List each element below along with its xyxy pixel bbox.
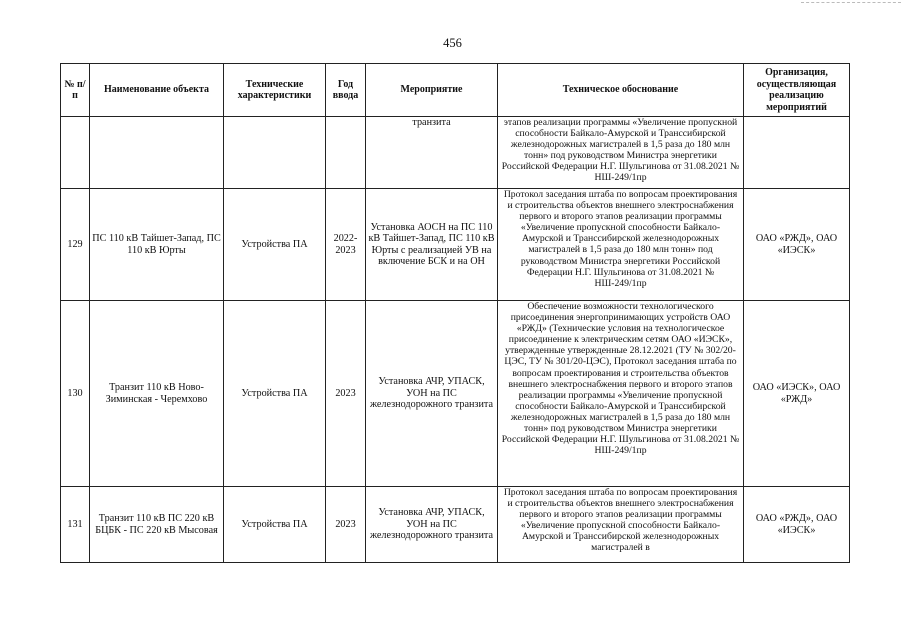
cell-characteristics: Устройства ПА	[224, 487, 326, 563]
cell-characteristics: Устройства ПА	[224, 189, 326, 301]
cell-justification: этапов реализации программы «Увеличение пропускной способности Байкало-Амурской и Транссибирской железнодорожных магистралей в 1,5 раза до 180 млн тонн» под руководством Министра энергетики Российской Федерации Н.Г. Шульгинова от 31.08.2021 № НШ-249/1пр	[498, 117, 744, 189]
page-number: 456	[443, 36, 462, 50]
cell-measure: Установка АЧР, УПАСК, УОН на ПС железнодорожного транзита	[366, 301, 498, 487]
cell-object-name: Транзит 110 кВ Ново-Зиминская - Черемхово	[90, 301, 224, 487]
table-row	[61, 301, 850, 487]
cell-measure: Установка АОСН на ПС 110 кВ Тайшет-Запад, ПС 110 кВ Юрты с реализацией УВ на включение БСК и на ОН	[366, 189, 498, 301]
measures-table	[60, 63, 850, 563]
cell-object-name: Транзит 110 кВ ПС 220 кВ БЦБК - ПС 220 кВ Мысовая	[90, 487, 224, 563]
cell-characteristics	[224, 117, 326, 189]
cell-year: 2023	[326, 487, 366, 563]
cell-justification: Обеспечение возможности технологического присоединения энергопринимающих устройств ОАО «РЖД» (Технические условия на технологическое присоединение к электрическим сетям ОАО «ИЭСК», утвержденные утвержденные 28.12.2021 (ТУ № 302/20-ЦЭС, ТУ № 301/20-ЦЭС), Протокол заседания штаба по вопросам проектирования и строительства объектов внешнего электроснабжения первого и второго этапов реализации программы «Увеличение пропускной способности Байкало-Амурской и Транссибирской железнодорожных магистралей в 1,5 раза до 180 млн тонн» под руководством Министра энергетики Российской Федерации Н.Г. Шульгинова от 31.08.2021 № НШ-249/1пр	[498, 301, 744, 487]
header-measure: Мероприятие	[366, 64, 498, 117]
cell-measure: транзита	[366, 117, 498, 189]
cell-number: 129	[61, 189, 90, 301]
header-justification: Техническое обоснование	[498, 64, 744, 117]
header-year: Год ввода	[326, 64, 366, 117]
header-number: № п/п	[61, 64, 90, 117]
cell-justification: Протокол заседания штаба по вопросам проектирования и строительства объектов внешнего электроснабжения первого и второго этапов реализации программы «Увеличение пропускной способности Байкало-Амурской и Транссибирской железнодорожных магистралей в	[498, 487, 744, 563]
cell-year: 2022-2023	[326, 189, 366, 301]
cell-organization: ОАО «РЖД», ОАО «ИЭСК»	[744, 189, 850, 301]
cell-organization: ОАО «РЖД», ОАО «ИЭСК»	[744, 487, 850, 563]
cell-object-name: ПС 110 кВ Тайшет-Запад, ПС 110 кВ Юрты	[90, 189, 224, 301]
cell-measure: Установка АЧР, УПАСК, УОН на ПС железнодорожного транзита	[366, 487, 498, 563]
header-object-name: Наименование объекта	[90, 64, 224, 117]
header-characteristics: Технические характеристики	[224, 64, 326, 117]
cell-number: 131	[61, 487, 90, 563]
table-row	[61, 117, 850, 189]
cell-justification: Протокол заседания штаба по вопросам проектирования и строительства объектов внешнего электроснабжения первого и второго этапов реализации программы «Увеличение пропускной способности Байкало-Амурской и Транссибирской железнодорожных магистралей в 1,5 раза до 180 млн тонн» под руководством Министра энергетики Российской Федерации Н.Г. Шульгинова от 31.08.2021 № НШ-249/1пр	[498, 189, 744, 301]
cell-number: 130	[61, 301, 90, 487]
scan-edge-mark	[801, 2, 901, 4]
cell-organization	[744, 117, 850, 189]
table-row	[61, 487, 850, 563]
table-row	[61, 189, 850, 301]
cell-characteristics: Устройства ПА	[224, 301, 326, 487]
table-header-row	[61, 64, 850, 117]
cell-year: 2023	[326, 301, 366, 487]
header-organization: Организация, осуществляющая реализацию мероприятий	[744, 64, 850, 117]
cell-object-name	[90, 117, 224, 189]
cell-year	[326, 117, 366, 189]
cell-number	[61, 117, 90, 189]
cell-organization: ОАО «ИЭСК», ОАО «РЖД»	[744, 301, 850, 487]
